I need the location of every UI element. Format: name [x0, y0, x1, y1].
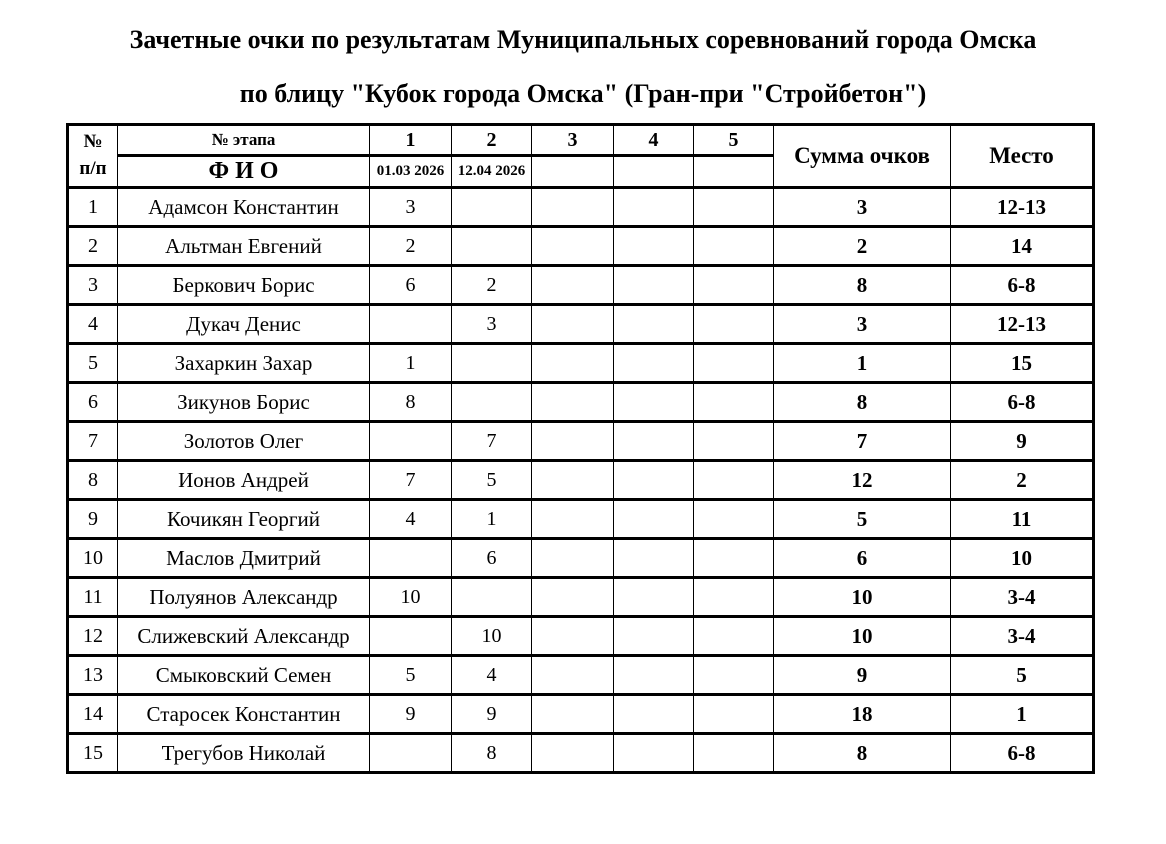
sum-cell: 9: [774, 656, 951, 695]
player-name-cell: Альтман Евгений: [118, 227, 370, 266]
stage-score-cell: [532, 617, 614, 656]
player-name-cell: Полуянов Александр: [118, 578, 370, 617]
stage-score-cell: [532, 695, 614, 734]
stage-score-cell: [614, 344, 694, 383]
table-row: [68, 656, 1094, 695]
row-number-cell: 10: [68, 539, 118, 578]
stage-score-cell: [694, 695, 774, 734]
sum-cell: 1: [774, 344, 951, 383]
place-cell: 5: [951, 656, 1094, 695]
place-cell: 3-4: [951, 578, 1094, 617]
place-cell: 10: [951, 539, 1094, 578]
header-stage-1-date: 01.03 2026: [370, 156, 452, 188]
table-row: [68, 227, 1094, 266]
sum-cell: 6: [774, 539, 951, 578]
header-place-label: Место: [951, 125, 1094, 188]
stage-score-cell: [614, 461, 694, 500]
stage-score-cell: [614, 656, 694, 695]
row-number-cell: 7: [68, 422, 118, 461]
sum-cell: 10: [774, 578, 951, 617]
row-number-cell: 14: [68, 695, 118, 734]
stage-score-cell: [694, 266, 774, 305]
row-number-cell: 4: [68, 305, 118, 344]
stage-score-cell: [532, 227, 614, 266]
stage-score-cell: [452, 188, 532, 227]
table-row: [68, 734, 1094, 773]
table-row: [68, 188, 1094, 227]
stage-score-cell: [694, 461, 774, 500]
stage-score-cell: [532, 422, 614, 461]
stage-score-cell: 8: [452, 734, 532, 773]
stage-score-cell: [614, 266, 694, 305]
stage-score-cell: 8: [370, 383, 452, 422]
stage-score-cell: 2: [370, 227, 452, 266]
player-name-cell: Слижевский Александр: [118, 617, 370, 656]
row-number-cell: 5: [68, 344, 118, 383]
player-name-cell: Золотов Олег: [118, 422, 370, 461]
table-row: [68, 578, 1094, 617]
sum-cell: 8: [774, 266, 951, 305]
place-cell: 11: [951, 500, 1094, 539]
row-number-cell: 15: [68, 734, 118, 773]
row-number-cell: 1: [68, 188, 118, 227]
stage-score-cell: [614, 695, 694, 734]
place-cell: 2: [951, 461, 1094, 500]
stage-score-cell: 10: [452, 617, 532, 656]
stage-score-cell: [614, 227, 694, 266]
stage-score-cell: [614, 539, 694, 578]
table-row: [68, 383, 1094, 422]
row-number-cell: 3: [68, 266, 118, 305]
sum-cell: 18: [774, 695, 951, 734]
stage-score-cell: [614, 422, 694, 461]
stage-score-cell: [370, 734, 452, 773]
stage-score-cell: 3: [370, 188, 452, 227]
player-name-cell: Зикунов Борис: [118, 383, 370, 422]
header-stage-2: 2: [452, 125, 532, 156]
table-row: [68, 539, 1094, 578]
stage-score-cell: 3: [452, 305, 532, 344]
stage-score-cell: [694, 383, 774, 422]
stage-score-cell: 2: [452, 266, 532, 305]
stage-score-cell: [694, 617, 774, 656]
header-stage-4-date: [614, 156, 694, 188]
stage-score-cell: 5: [370, 656, 452, 695]
stage-score-cell: [614, 734, 694, 773]
place-cell: 12-13: [951, 305, 1094, 344]
stage-score-cell: [532, 734, 614, 773]
player-name-cell: Маслов Дмитрий: [118, 539, 370, 578]
stage-score-cell: [614, 617, 694, 656]
player-name-cell: Беркович Борис: [118, 266, 370, 305]
stage-score-cell: [532, 266, 614, 305]
stage-score-cell: [694, 578, 774, 617]
header-stage-5: 5: [694, 125, 774, 156]
stage-score-cell: [532, 188, 614, 227]
place-cell: 6-8: [951, 266, 1094, 305]
row-number-cell: 9: [68, 500, 118, 539]
player-name-cell: Ионов Андрей: [118, 461, 370, 500]
header-num-top: №: [83, 131, 103, 153]
sum-cell: 5: [774, 500, 951, 539]
results-tbody: [68, 188, 1094, 773]
table-row: [68, 422, 1094, 461]
stage-score-cell: [532, 656, 614, 695]
stage-score-cell: [370, 539, 452, 578]
header-stage-5-date: [694, 156, 774, 188]
stage-score-cell: [532, 344, 614, 383]
header-sum-label: Сумма очков: [774, 125, 951, 188]
player-name-cell: Адамсон Константин: [118, 188, 370, 227]
row-number-cell: 2: [68, 227, 118, 266]
stage-score-cell: 4: [452, 656, 532, 695]
stage-score-cell: [694, 422, 774, 461]
table-row: [68, 695, 1094, 734]
sum-cell: 10: [774, 617, 951, 656]
stage-score-cell: 10: [370, 578, 452, 617]
table-row: [68, 617, 1094, 656]
place-cell: 14: [951, 227, 1094, 266]
stage-score-cell: 9: [452, 695, 532, 734]
player-name-cell: Трегубов Николай: [118, 734, 370, 773]
stage-score-cell: [614, 305, 694, 344]
stage-score-cell: [614, 500, 694, 539]
stage-score-cell: [532, 461, 614, 500]
document-title-line1: Зачетные очки по результатам Муниципальных соревнований города Омска: [129, 25, 1037, 54]
stage-score-cell: 6: [452, 539, 532, 578]
stage-score-cell: 1: [452, 500, 532, 539]
stage-score-cell: [694, 500, 774, 539]
stage-score-cell: 4: [370, 500, 452, 539]
stage-score-cell: [370, 617, 452, 656]
row-number-cell: 13: [68, 656, 118, 695]
place-cell: 9: [951, 422, 1094, 461]
results-table-header: [68, 125, 1094, 188]
header-row-1: [68, 125, 1094, 156]
stage-score-cell: [694, 656, 774, 695]
place-cell: 1: [951, 695, 1094, 734]
row-number-cell: 8: [68, 461, 118, 500]
row-number-cell: 12: [68, 617, 118, 656]
sum-cell: 12: [774, 461, 951, 500]
stage-score-cell: [452, 383, 532, 422]
stage-score-cell: [694, 734, 774, 773]
stage-score-cell: [532, 500, 614, 539]
stage-score-cell: [370, 305, 452, 344]
player-name-cell: Смыковский Семен: [118, 656, 370, 695]
player-name-cell: Старосек Константин: [118, 695, 370, 734]
table-row: [68, 344, 1094, 383]
stage-score-cell: [614, 578, 694, 617]
place-cell: 3-4: [951, 617, 1094, 656]
header-num-bottom: п/п: [79, 158, 107, 179]
sum-cell: 3: [774, 305, 951, 344]
place-cell: 12-13: [951, 188, 1094, 227]
stage-score-cell: [532, 539, 614, 578]
header-stage-label: № этапа: [118, 125, 370, 156]
row-number-cell: 6: [68, 383, 118, 422]
stage-score-cell: [694, 227, 774, 266]
stage-score-cell: [694, 539, 774, 578]
place-cell: 15: [951, 344, 1094, 383]
header-num-pp: [68, 125, 118, 188]
table-row: [68, 461, 1094, 500]
stage-score-cell: 7: [452, 422, 532, 461]
player-name-cell: Дукач Денис: [118, 305, 370, 344]
stage-score-cell: [452, 227, 532, 266]
stage-score-cell: [532, 578, 614, 617]
stage-score-cell: 5: [452, 461, 532, 500]
place-cell: 6-8: [951, 734, 1094, 773]
sum-cell: 2: [774, 227, 951, 266]
stage-score-cell: [694, 188, 774, 227]
table-row: [68, 305, 1094, 344]
stage-score-cell: 1: [370, 344, 452, 383]
player-name-cell: Захаркин Захар: [118, 344, 370, 383]
stage-score-cell: [370, 422, 452, 461]
table-row: [68, 500, 1094, 539]
sum-cell: 7: [774, 422, 951, 461]
table-row: [68, 266, 1094, 305]
header-stage-2-date: 12.04 2026: [452, 156, 532, 188]
stage-score-cell: [452, 344, 532, 383]
stage-score-cell: [452, 578, 532, 617]
stage-score-cell: [694, 305, 774, 344]
player-name-cell: Кочикян Георгий: [118, 500, 370, 539]
header-stage-1: 1: [370, 125, 452, 156]
stage-score-cell: [532, 383, 614, 422]
place-cell: 6-8: [951, 383, 1094, 422]
header-stage-3-date: [532, 156, 614, 188]
stage-score-cell: 9: [370, 695, 452, 734]
header-fio-label: Ф И О: [118, 156, 370, 188]
header-stage-4: 4: [614, 125, 694, 156]
stage-score-cell: 6: [370, 266, 452, 305]
document-title-line2: по блицу "Кубок города Омска" (Гран-при "Стройбетон"): [239, 79, 927, 108]
stage-score-cell: [532, 305, 614, 344]
results-table: [66, 123, 1095, 774]
sum-cell: 8: [774, 734, 951, 773]
row-number-cell: 11: [68, 578, 118, 617]
stage-score-cell: 7: [370, 461, 452, 500]
stage-score-cell: [614, 188, 694, 227]
stage-score-cell: [694, 344, 774, 383]
header-stage-3: 3: [532, 125, 614, 156]
stage-score-cell: [614, 383, 694, 422]
sum-cell: 3: [774, 188, 951, 227]
sum-cell: 8: [774, 383, 951, 422]
